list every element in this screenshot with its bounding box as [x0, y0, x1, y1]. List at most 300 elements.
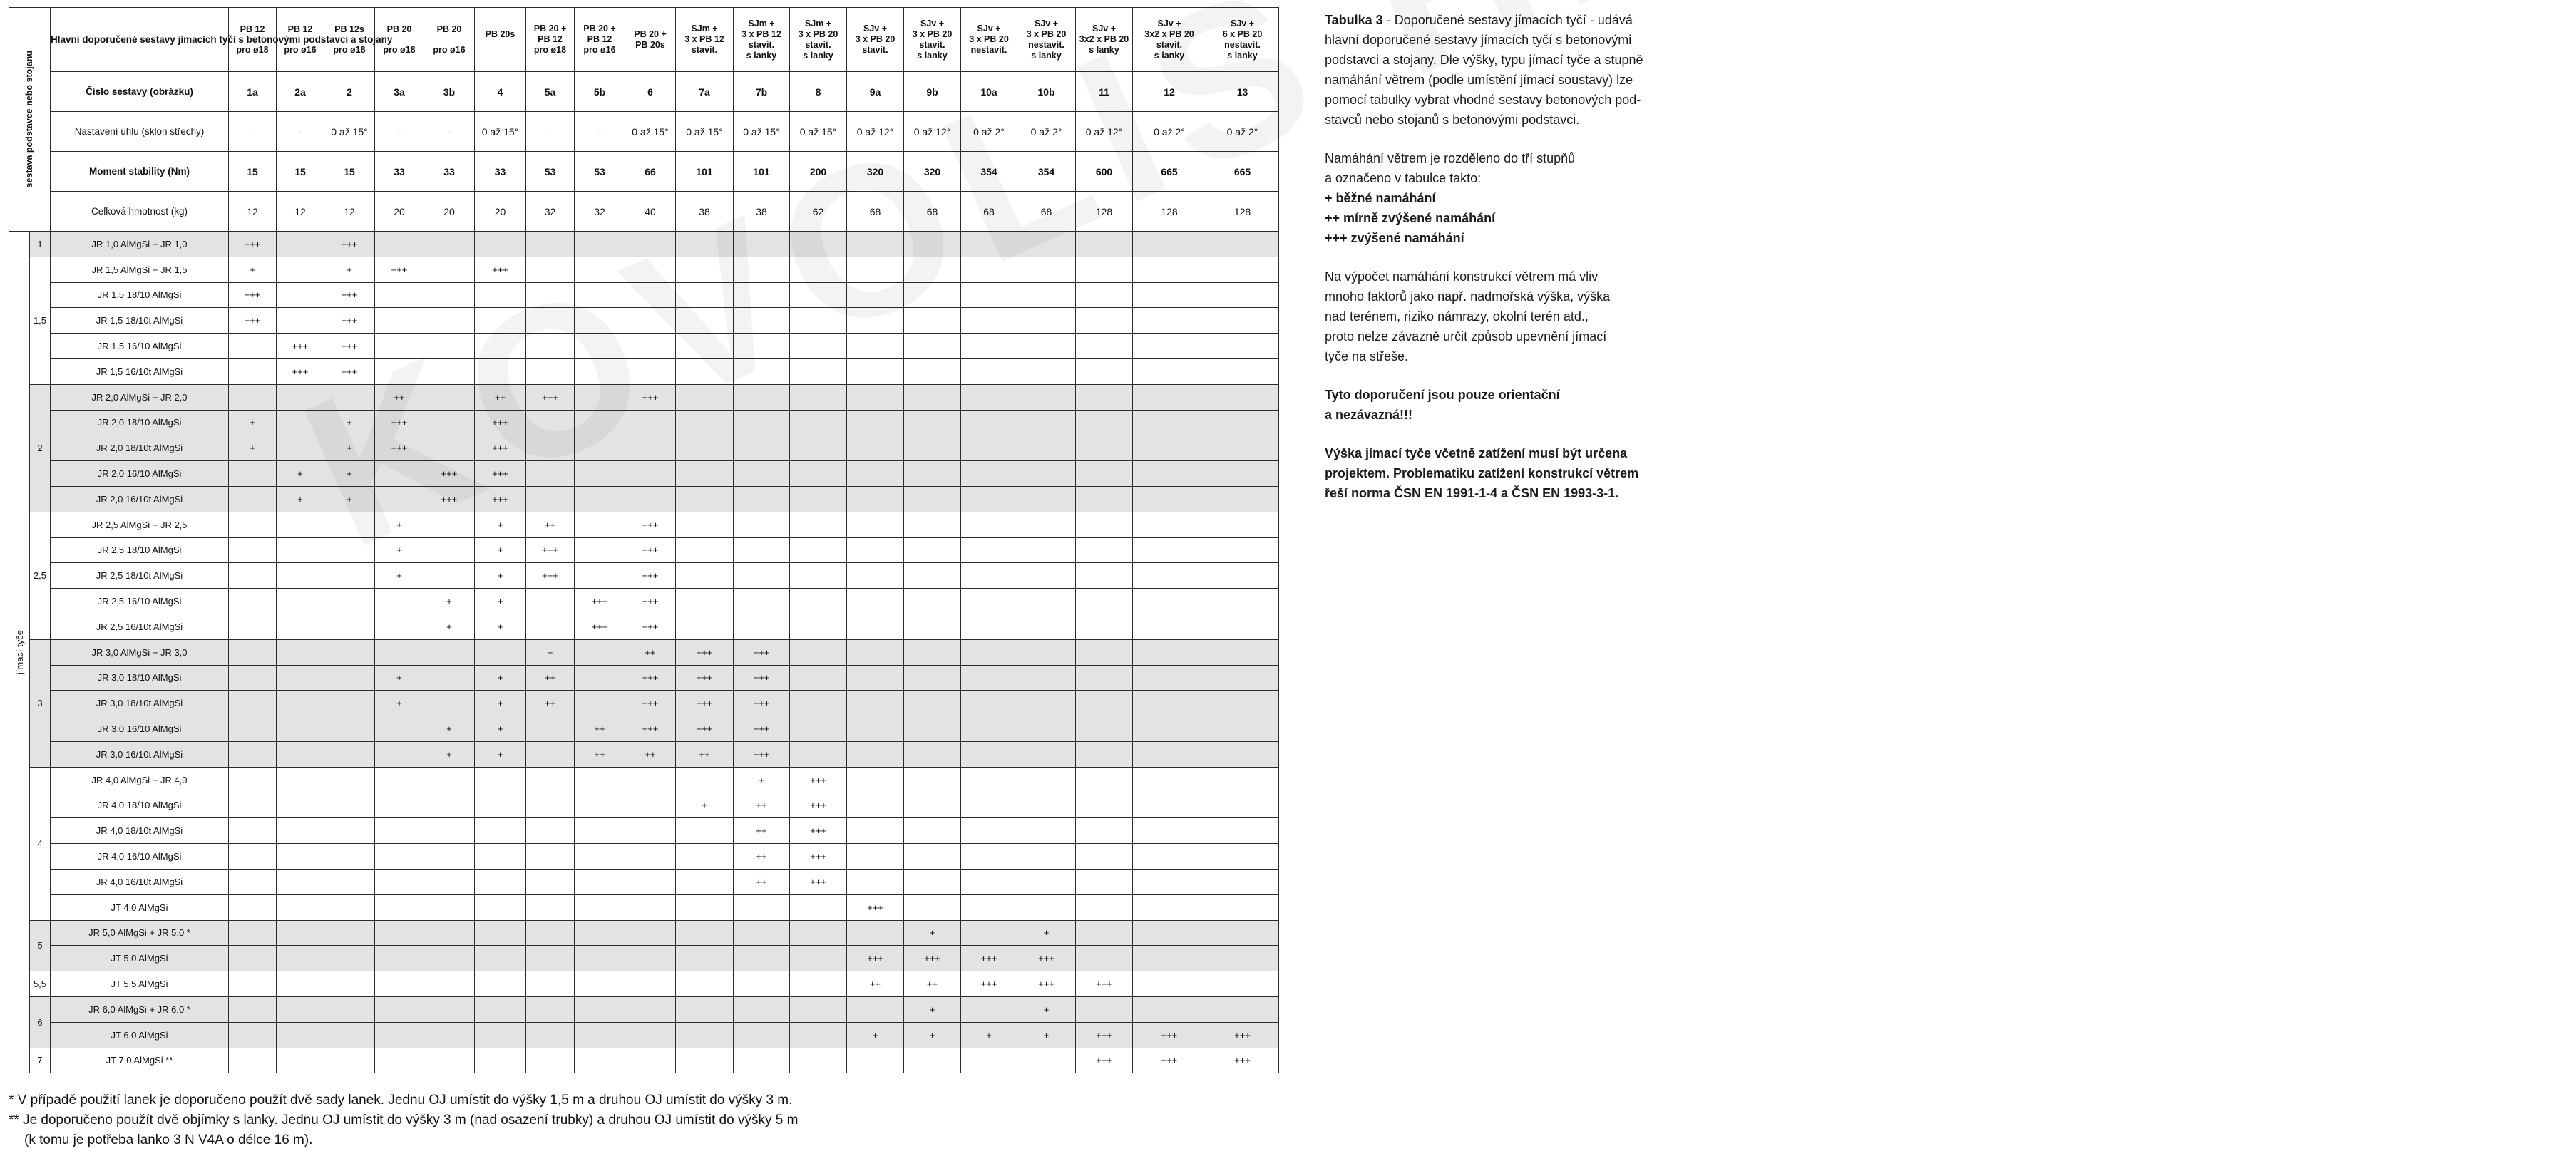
config-header-line4: s lanky: [917, 50, 948, 61]
wind-rating-cell: +++: [575, 589, 625, 614]
config-num: 9a: [847, 72, 904, 112]
wind-rating-cell: [277, 1048, 324, 1073]
config-weight: 68: [847, 192, 904, 232]
wind-rating-cell: [375, 894, 424, 920]
caption-line: pomocí tabulky vybrat vhodné sestavy betonových pod-: [1325, 93, 1641, 107]
header-row-num: [9, 72, 1338, 112]
wind-rating-cell: +: [475, 589, 526, 614]
config-header-line1: PB 20 +: [533, 24, 567, 33]
wind-rating-cell: [1076, 741, 1133, 767]
config-angle: -: [229, 112, 277, 152]
wind-rating-cell: [1133, 435, 1206, 461]
wind-rating-cell: +: [324, 435, 375, 461]
wind-rating-cell: [375, 1048, 424, 1073]
wind-rating-cell: [475, 334, 526, 359]
wind-rating-cell: [1206, 869, 1279, 894]
config-weight: 128: [1133, 192, 1206, 232]
wind-rating-cell: [676, 996, 734, 1022]
wind-rating-cell: [526, 996, 575, 1022]
wind-rating-cell: [277, 767, 324, 793]
wind-rating-cell: [575, 818, 625, 844]
wind-rating-cell: [847, 308, 904, 334]
config-header-line2: 3 x PB 20: [969, 34, 1009, 44]
wind-rating-cell: [1017, 512, 1076, 537]
config-moment: 33: [424, 152, 475, 192]
height-note-line: řeší norma ČSN EN 1991-1-4 a ČSN EN 1993-3-1.: [1325, 486, 1619, 500]
wind-rating-cell: [904, 461, 961, 487]
wind-rating-cell: [847, 563, 904, 589]
config-header-line3: stavit.: [748, 39, 775, 50]
wind-rating-cell: +: [424, 614, 475, 639]
rod-name: JR 2,5 18/10 AlMgSi: [51, 537, 229, 563]
rod-row: [9, 614, 1338, 639]
wind-rating-cell: +: [229, 257, 277, 282]
wind-rating-cell: +: [1017, 1022, 1076, 1048]
wind-rating-cell: [375, 614, 424, 639]
wind-rating-cell: [1206, 537, 1279, 563]
wind-rating-cell: [1076, 894, 1133, 920]
wind-rating-cell: [424, 1048, 475, 1073]
wind-rating-cell: [734, 334, 790, 359]
wind-rating-cell: [1076, 614, 1133, 639]
config-moment: 354: [1017, 152, 1076, 192]
wind-rating-cell: [229, 563, 277, 589]
wind-rating-cell: [1206, 512, 1279, 537]
height-group-label: 1: [30, 232, 51, 257]
wind-rating-cell: +++: [734, 741, 790, 767]
wind-rating-cell: [961, 486, 1017, 512]
wind-rating-cell: +: [424, 741, 475, 767]
config-angle: -: [526, 112, 575, 152]
config-header-line3: s lanky: [1089, 45, 1119, 55]
wind-rating-cell: +++: [847, 894, 904, 920]
wind-rating-cell: +++: [734, 716, 790, 742]
rod-row: [9, 639, 1338, 665]
config-header-line3: stavit.: [805, 39, 831, 50]
wind-rating-cell: [904, 232, 961, 257]
rod-row: [9, 435, 1338, 461]
config-header: [676, 8, 734, 72]
config-num: 10b: [1017, 72, 1076, 112]
row-label-num: Číslo sestavy (obrázku): [51, 72, 229, 112]
wind-rating-cell: [1076, 486, 1133, 512]
wind-rating-cell: [961, 1048, 1017, 1073]
wind-rating-cell: +++: [734, 639, 790, 665]
wind-rating-cell: [734, 537, 790, 563]
wind-rating-cell: +++: [1133, 1022, 1206, 1048]
wind-rating-cell: [734, 308, 790, 334]
wind-rating-cell: [961, 844, 1017, 870]
wind-rating-cell: +++: [625, 665, 676, 691]
wind-rating-cell: [526, 946, 575, 971]
wind-rating-cell: [475, 1022, 526, 1048]
wind-rating-cell: [575, 282, 625, 308]
wind-rating-cell: [904, 563, 961, 589]
wind-rating-cell: [961, 435, 1017, 461]
wind-rating-cell: [847, 282, 904, 308]
wind-rating-cell: [375, 282, 424, 308]
config-num: 13: [1206, 72, 1279, 112]
wind-rating-cell: [625, 971, 676, 997]
wind-rating-cell: [229, 537, 277, 563]
wind-rating-cell: +++: [324, 358, 375, 384]
wind-rating-cell: [847, 410, 904, 435]
wind-rating-cell: [961, 461, 1017, 487]
wind-rating-cell: [847, 793, 904, 818]
config-header-line1: PB 12: [287, 24, 313, 34]
wind-rating-cell: [1076, 537, 1133, 563]
wind-rating-cell: [277, 818, 324, 844]
wind-rating-cell: ++: [526, 512, 575, 537]
wind-rating-cell: [790, 257, 847, 282]
config-header-line2: 3 x PB 20: [798, 29, 838, 39]
wind-rating-cell: [625, 818, 676, 844]
wind-rating-cell: [790, 614, 847, 639]
wind-rating-cell: [790, 691, 847, 716]
wind-rating-cell: [1206, 665, 1279, 691]
wind-rating-cell: [790, 410, 847, 435]
wind-rating-cell: [324, 512, 375, 537]
rod-name: JR 3,0 16/10t AlMgSi: [51, 741, 229, 767]
wind-rating-cell: +++: [790, 793, 847, 818]
wind-rating-cell: ++: [734, 869, 790, 894]
rod-row: [9, 894, 1338, 920]
wind-rating-cell: [1206, 818, 1279, 844]
wind-rating-cell: [961, 257, 1017, 282]
wind-rating-cell: [1076, 589, 1133, 614]
wind-rating-cell: [229, 741, 277, 767]
rod-name: JR 4,0 16/10 AlMgSi: [51, 844, 229, 870]
wind-rating-cell: [1133, 334, 1206, 359]
description-header: Hlavní doporučené sestavy jímacích tyčí s betonovými podstavci a stojany: [51, 8, 229, 72]
orientation-line: a nezávazná!!!: [1325, 408, 1413, 422]
wind-rating-cell: +++: [625, 691, 676, 716]
wind-rating-cell: [1206, 920, 1279, 946]
wind-rating-cell: [277, 537, 324, 563]
wind-rating-cell: [324, 946, 375, 971]
wind-rating-cell: [375, 920, 424, 946]
config-header: [475, 8, 526, 72]
wind-rating-cell: +: [375, 563, 424, 589]
wind-rating-cell: [961, 920, 1017, 946]
config-header-line2: 3x2 x PB 20: [1144, 29, 1194, 39]
wind-rating-cell: [375, 818, 424, 844]
rod-name: JR 1,5 18/10t AlMgSi: [51, 308, 229, 334]
side-header-cell: [9, 8, 51, 232]
wind-rating-cell: [847, 920, 904, 946]
wind-rating-cell: [1076, 716, 1133, 742]
wind-rating-cell: +++: [625, 384, 676, 410]
rod-name: JR 3,0 AlMgSi + JR 3,0: [51, 639, 229, 665]
wind-intro-line: a označeno v tabulce takto:: [1325, 171, 1482, 185]
rod-name: JT 5,0 AlMgSi: [51, 946, 229, 971]
config-header-line1: SJm +: [691, 24, 718, 33]
wind-rating-cell: [324, 869, 375, 894]
wind-rating-cell: [1076, 691, 1133, 716]
wind-rating-cell: [1017, 589, 1076, 614]
wind-rating-cell: [229, 486, 277, 512]
wind-rating-cell: [526, 257, 575, 282]
wind-rating-cell: [1133, 461, 1206, 487]
wind-rating-cell: [324, 716, 375, 742]
wind-rating-cell: [324, 614, 375, 639]
wind-rating-cell: [229, 461, 277, 487]
wind-rating-cell: [424, 793, 475, 818]
wind-rating-cell: [904, 793, 961, 818]
config-moment: 15: [324, 152, 375, 192]
config-weight: 68: [904, 192, 961, 232]
wind-rating-cell: ++: [625, 639, 676, 665]
wind-rating-cell: [904, 818, 961, 844]
wind-rating-cell: ++: [375, 384, 424, 410]
config-num: 8: [790, 72, 847, 112]
wind-rating-cell: +++: [625, 716, 676, 742]
rod-name: JR 2,0 18/10 AlMgSi: [51, 410, 229, 435]
wind-rating-cell: [324, 793, 375, 818]
rod-row: [9, 589, 1338, 614]
rod-row: [9, 691, 1338, 716]
wind-rating-cell: +++: [375, 257, 424, 282]
config-header-line3: stavit.: [919, 39, 945, 50]
config-weight: 20: [375, 192, 424, 232]
config-moment: 15: [277, 152, 324, 192]
wind-rating-cell: [790, 665, 847, 691]
wind-rating-cell: [1206, 257, 1279, 282]
wind-rating-cell: [625, 894, 676, 920]
wind-rating-cell: [1206, 384, 1279, 410]
config-header: [734, 8, 790, 72]
wind-rating-cell: [790, 384, 847, 410]
height-note-line: Výška jímací tyče včetně zatížení musí být určena: [1325, 446, 1628, 460]
wind-rating-cell: [847, 1048, 904, 1073]
wind-rating-cell: [904, 614, 961, 639]
wind-rating-cell: [324, 767, 375, 793]
wind-rating-cell: [1133, 946, 1206, 971]
config-header-line3: stavit.: [691, 45, 718, 55]
wind-rating-cell: [475, 793, 526, 818]
wind-rating-cell: [1206, 996, 1279, 1022]
rod-row: [9, 308, 1338, 334]
wind-rating-cell: [526, 1048, 575, 1073]
wind-rating-cell: [1017, 358, 1076, 384]
rod-name: JT 6,0 AlMgSi: [51, 1022, 229, 1048]
wind-rating-cell: [904, 257, 961, 282]
wind-rating-cell: +: [324, 461, 375, 487]
wind-rating-cell: +: [229, 435, 277, 461]
factors-line: nad terénem, riziko námrazy, okolní terén atd.,: [1325, 309, 1589, 324]
wind-rating-cell: [277, 1022, 324, 1048]
wind-rating-cell: +++: [847, 946, 904, 971]
config-moment: 320: [847, 152, 904, 192]
wind-rating-cell: [847, 639, 904, 665]
wind-rating-cell: [375, 1022, 424, 1048]
wind-rating-cell: ++: [475, 384, 526, 410]
wind-rating-cell: [1206, 282, 1279, 308]
config-num: 7a: [676, 72, 734, 112]
config-weight: 128: [1076, 192, 1133, 232]
config-moment: 33: [375, 152, 424, 192]
wind-rating-cell: [1076, 563, 1133, 589]
wind-rating-cell: [229, 894, 277, 920]
wind-rating-cell: [676, 308, 734, 334]
wind-level-item: + běžné namáhání: [1325, 191, 1436, 205]
wind-rating-cell: [625, 844, 676, 870]
wind-rating-cell: [229, 793, 277, 818]
wind-rating-cell: [424, 844, 475, 870]
wind-rating-cell: [424, 537, 475, 563]
wind-rating-cell: [1076, 308, 1133, 334]
config-weight: 12: [324, 192, 375, 232]
rod-row: [9, 282, 1338, 308]
wind-rating-cell: [625, 435, 676, 461]
wind-rating-cell: +++: [475, 257, 526, 282]
wind-rating-cell: [324, 741, 375, 767]
wind-rating-cell: +++: [526, 537, 575, 563]
config-header: [625, 8, 676, 72]
wind-rating-cell: +: [424, 589, 475, 614]
wind-rating-cell: +++: [475, 486, 526, 512]
wind-rating-cell: [625, 358, 676, 384]
rod-name: JR 1,5 AlMgSi + JR 1,5: [51, 257, 229, 282]
wind-rating-cell: [1076, 334, 1133, 359]
wind-rating-cell: [1076, 257, 1133, 282]
height-group-label: 2,5: [30, 512, 51, 639]
wind-rating-cell: [424, 384, 475, 410]
wind-rating-cell: [676, 563, 734, 589]
wind-rating-cell: [526, 869, 575, 894]
wind-rating-cell: [1133, 563, 1206, 589]
wind-rating-cell: [676, 486, 734, 512]
config-num: 5a: [526, 72, 575, 112]
wind-rating-cell: ++: [904, 971, 961, 997]
wind-rating-cell: [277, 232, 324, 257]
wind-rating-cell: +++: [229, 232, 277, 257]
config-angle: 0 až 15°: [790, 112, 847, 152]
wind-rating-cell: [1133, 537, 1206, 563]
side-description: [1325, 10, 1667, 522]
wind-rating-cell: +: [375, 691, 424, 716]
wind-rating-cell: [575, 334, 625, 359]
wind-rating-cell: [1076, 869, 1133, 894]
wind-rating-cell: [575, 512, 625, 537]
wind-rating-cell: [229, 334, 277, 359]
wind-rating-cell: [1206, 308, 1279, 334]
wind-rating-cell: [1133, 716, 1206, 742]
wind-rating-cell: [575, 563, 625, 589]
wind-rating-cell: [1206, 563, 1279, 589]
wind-rating-cell: [277, 614, 324, 639]
wind-rating-cell: [424, 869, 475, 894]
wind-rating-cell: [734, 589, 790, 614]
wind-rating-cell: +++: [1206, 1022, 1279, 1048]
wind-rating-cell: [790, 716, 847, 742]
wind-rating-cell: [1076, 946, 1133, 971]
wind-rating-cell: [961, 358, 1017, 384]
wind-rating-cell: [1133, 767, 1206, 793]
wind-rating-cell: [904, 691, 961, 716]
wind-rating-cell: [961, 537, 1017, 563]
config-moment: 15: [229, 152, 277, 192]
wind-rating-cell: [475, 894, 526, 920]
wind-rating-cell: [790, 894, 847, 920]
rod-name: JR 2,0 18/10t AlMgSi: [51, 435, 229, 461]
wind-rating-cell: [324, 665, 375, 691]
wind-rating-cell: +++: [1076, 1022, 1133, 1048]
config-num: 5b: [575, 72, 625, 112]
wind-rating-cell: [324, 563, 375, 589]
config-header-line4: s lanky: [1031, 50, 1062, 61]
wind-rating-cell: [1076, 232, 1133, 257]
wind-rating-cell: +++: [277, 358, 324, 384]
config-moment: 53: [526, 152, 575, 192]
wind-rating-cell: [734, 282, 790, 308]
wind-rating-cell: [1017, 257, 1076, 282]
table-caption: [1325, 10, 1667, 130]
wind-rating-cell: [904, 741, 961, 767]
wind-rating-cell: [1206, 894, 1279, 920]
rod-row: [9, 1048, 1338, 1073]
config-header-line1: SJv +: [1157, 18, 1181, 29]
config-num: 2: [324, 72, 375, 112]
wind-rating-cell: [847, 461, 904, 487]
height-note: [1325, 443, 1667, 503]
config-angle: 0 až 15°: [475, 112, 526, 152]
wind-rating-cell: [277, 308, 324, 334]
wind-rating-cell: [229, 996, 277, 1022]
wind-rating-cell: [575, 767, 625, 793]
config-angle: 0 až 2°: [961, 112, 1017, 152]
config-header-line4: s lanky: [1227, 50, 1258, 61]
wind-rating-cell: [229, 639, 277, 665]
wind-rating-cell: [625, 334, 676, 359]
config-num: 12: [1133, 72, 1206, 112]
config-angle: -: [575, 112, 625, 152]
wind-rating-cell: [277, 384, 324, 410]
wind-rating-cell: [1076, 639, 1133, 665]
wind-rating-cell: +++: [424, 486, 475, 512]
config-header-line1: SJv +: [1092, 24, 1116, 33]
wind-rating-cell: [424, 894, 475, 920]
rod-name: JR 2,5 16/10t AlMgSi: [51, 614, 229, 639]
rod-row: [9, 384, 1338, 410]
config-angle: 0 až 15°: [324, 112, 375, 152]
wind-rating-cell: +++: [1206, 1048, 1279, 1073]
wind-rating-cell: [1133, 639, 1206, 665]
wind-rating-cell: +++: [375, 435, 424, 461]
wind-rating-cell: [1133, 920, 1206, 946]
wind-rating-cell: [424, 232, 475, 257]
wind-rating-cell: [277, 971, 324, 997]
wind-rating-cell: [375, 946, 424, 971]
factors-block: [1325, 267, 1667, 366]
wind-rating-cell: [375, 358, 424, 384]
wind-rating-cell: [526, 461, 575, 487]
wind-rating-cell: +++: [734, 665, 790, 691]
wind-rating-cell: [961, 282, 1017, 308]
wind-rating-cell: [734, 435, 790, 461]
wind-rating-cell: [526, 486, 575, 512]
wind-rating-cell: [904, 639, 961, 665]
wind-intro-line: Namáhání větrem je rozděleno do tří stupňů: [1325, 151, 1576, 165]
rod-name: JR 2,0 16/10t AlMgSi: [51, 486, 229, 512]
config-weight: 20: [424, 192, 475, 232]
wind-rating-cell: [375, 793, 424, 818]
wind-rating-cell: [1076, 996, 1133, 1022]
rod-row: [9, 793, 1338, 818]
wind-rating-cell: [375, 232, 424, 257]
wind-rating-cell: +: [475, 537, 526, 563]
wind-rating-cell: [1206, 691, 1279, 716]
